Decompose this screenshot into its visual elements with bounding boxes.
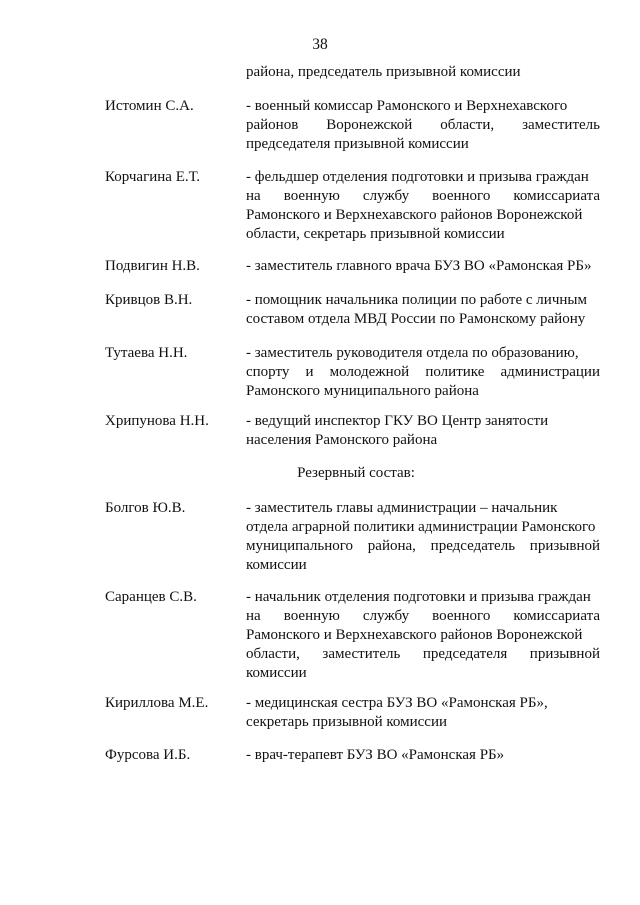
role-line: - начальник отделения подготовки и призыва граждан	[246, 589, 591, 605]
member-role	[246, 694, 600, 732]
member-name: Фурсова И.Б.	[105, 747, 191, 763]
role-line: населения Рамонского района	[246, 432, 438, 448]
member-name: Кириллова М.Е.	[105, 695, 209, 711]
member-name: Хрипунова Н.Н.	[105, 413, 209, 429]
continuation-line: района, председатель призывной комиссии	[246, 64, 521, 80]
role-line: - заместитель главы администрации – начальник	[246, 500, 558, 516]
role-line: - военный комиссар Рамонского и Верхнехавского	[246, 98, 568, 114]
member-name: Тутаева Н.Н.	[105, 345, 188, 361]
role-line: - заместитель главного врача БУЗ ВО «Рамонская РБ»	[246, 258, 592, 274]
role-line: районов Воронежской области, заместитель	[246, 117, 600, 133]
member-role	[246, 97, 600, 154]
role-line: - врач-терапевт БУЗ ВО «Рамонская РБ»	[246, 747, 505, 763]
member-role	[246, 291, 600, 329]
member-role	[246, 412, 600, 450]
role-line: - заместитель руководителя отдела по образованию,	[246, 345, 579, 361]
member-name: Истомин С.А.	[105, 98, 194, 114]
role-line: секретарь призывной комиссии	[246, 714, 448, 730]
role-line: области, секретарь призывной комиссии	[246, 226, 505, 242]
role-line: на военную службу военного комиссариата	[246, 188, 600, 204]
role-line: отдела аграрной политики администрации Рамонского	[246, 519, 596, 535]
member-role	[246, 168, 600, 244]
member-name: Болгов Ю.В.	[105, 500, 186, 516]
role-line: составом отдела МВД России по Рамонскому району	[246, 311, 586, 327]
reserve-section-title: Резервный состав:	[297, 465, 415, 481]
role-line: Рамонского и Верхнехавского районов Воронежской	[246, 207, 583, 223]
role-line: муниципального района, председатель призывной	[246, 538, 600, 554]
role-line: комиссии	[246, 665, 307, 681]
role-line: комиссии	[246, 557, 307, 573]
member-name: Кривцов В.Н.	[105, 292, 193, 308]
role-line: Рамонского муниципального района	[246, 383, 479, 399]
member-name: Саранцев С.В.	[105, 589, 197, 605]
role-line: председателя призывной комиссии	[246, 136, 469, 152]
role-line: спорту и молодежной политике администрации	[246, 364, 600, 380]
role-line: - фельдшер отделения подготовки и призыва граждан	[246, 169, 589, 185]
role-line: Рамонского и Верхнехавского районов Воронежской	[246, 627, 583, 643]
member-role	[246, 746, 600, 765]
page-number: 38	[312, 36, 328, 53]
role-line: области, заместитель председателя призывной	[246, 646, 600, 662]
member-role	[246, 344, 600, 401]
continuation-text	[246, 63, 600, 82]
member-name: Корчагина Е.Т.	[105, 169, 201, 185]
role-line: - помощник начальника полиции по работе с личным	[246, 292, 587, 308]
role-line: - медицинская сестра БУЗ ВО «Рамонская РБ»,	[246, 695, 548, 711]
member-role	[246, 499, 600, 575]
member-name: Подвигин Н.В.	[105, 258, 200, 274]
member-role	[246, 257, 600, 276]
member-role	[246, 588, 600, 683]
role-line: на военную службу военного комиссариата	[246, 608, 600, 624]
role-line: - ведущий инспектор ГКУ ВО Центр занятости	[246, 413, 549, 429]
